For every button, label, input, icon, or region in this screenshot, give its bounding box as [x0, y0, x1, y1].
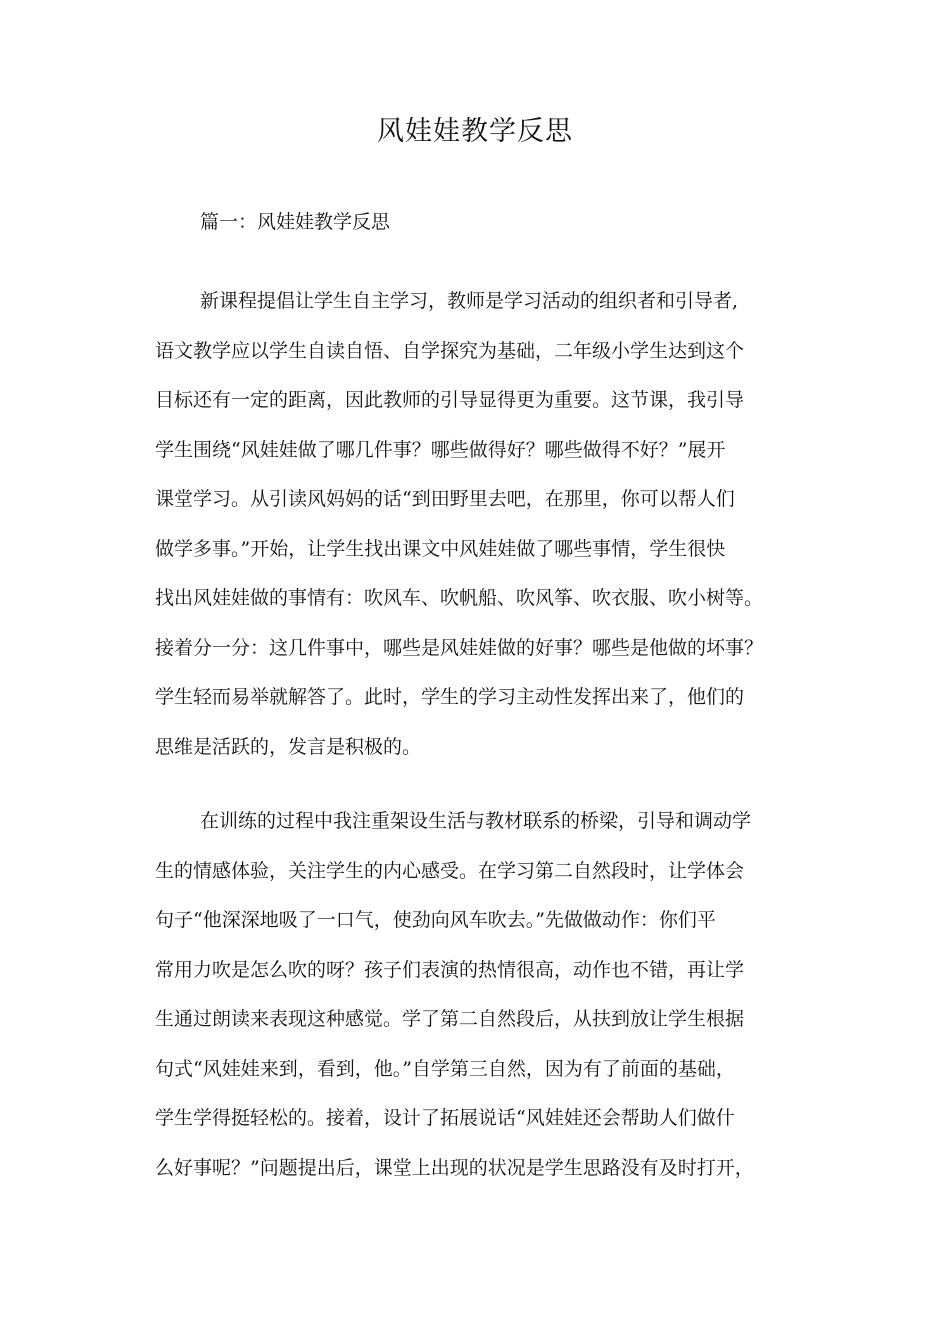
section-heading: 篇一：风娃娃教学反思 [200, 211, 391, 233]
paragraph-line: 找出风娃娃做的事情有：吹风车、吹帆船、吹风筝、吹衣服、吹小树等。 [155, 587, 764, 609]
paragraph-line: 句式“风娃娃来到，看到，他。”自学第三自然，因为有了前面的基础， [155, 1057, 735, 1080]
paragraph-line: 学生围绕“风娃娃做了哪几件事？哪些做得好？哪些做得不好？”展开 [155, 438, 726, 461]
document-title: 风娃娃教学反思 [377, 116, 573, 147]
paragraph-line: 思维是活跃的，发言是积极的。 [155, 735, 422, 758]
paragraph-1 [155, 277, 763, 772]
paragraph-2 [155, 797, 754, 1193]
paragraph-line: 常用力吹是怎么吹的呀？孩子们表演的热情很高，动作也不错，再让学 [155, 958, 745, 981]
paragraph-line: 学生学得挺轻松的。接着，设计了拓展说话“风娃娃还会帮助人们做什 [155, 1107, 735, 1129]
paragraph-line: 生的情感体验，关注学生的内心感受。在学习第二自然段时，让学体会 [155, 859, 745, 882]
paragraph-line: 在训练的过程中我注重架设生活与教材联系的桥梁，引导和调动学 [200, 810, 752, 832]
paragraph-line: 接着分一分：这几件事中，哪些是风娃娃做的好事？哪些是他做的坏事？ [155, 636, 764, 659]
paragraph-line: 句子“他深深地吸了一口气，使劲向风车吹去。”先做做动作：你们平 [155, 909, 716, 931]
paragraph-line: 课堂学习。从引读风妈妈的话“到田野里去吧，在那里，你可以帮人们 [155, 488, 735, 510]
paragraph-line: 语文教学应以学生自读自悟、自学探究为基础，二年级小学生达到这个 [155, 339, 745, 362]
paragraph-line: 新课程提倡让学生自主学习，教师是学习活动的组织者和引导者, [200, 290, 739, 312]
paragraph-line: 生通过朗读来表现这种感觉。学了第二自然段后，从扶到放让学生根据 [155, 1008, 745, 1030]
paragraph-line: 学生轻而易举就解答了。此时，学生的学习主动性发挥出来了，他们的 [155, 686, 745, 708]
paragraph-line: 么好事呢？”问题提出后，课堂上出现的状况是学生思路没有及时打开， [155, 1156, 754, 1179]
paragraph-line: 做学多事。”开始，让学生找出课文中风娃娃做了哪些事情，学生很快 [155, 537, 726, 560]
paragraph-line: 目标还有一定的距离，因此教师的引导显得更为重要。这节课，我引导 [155, 389, 745, 411]
